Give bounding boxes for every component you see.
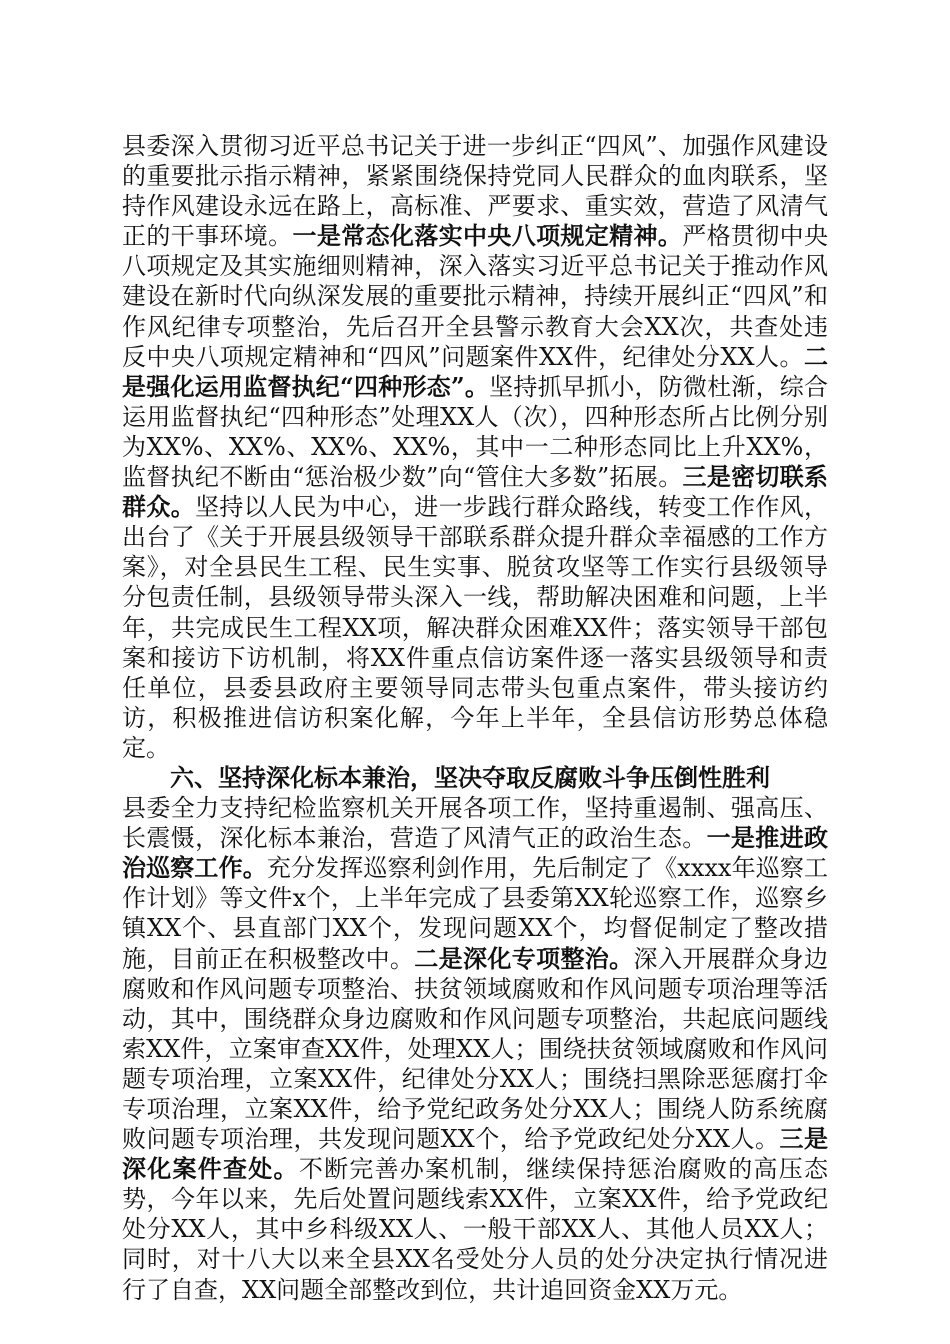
point-1-title: 一是常态化落实中央八项规定精神。	[292, 221, 683, 251]
point-2-body: 坚持抓早抓小，防微杜渐，综合运用监督执纪“四种形态”处理XX人（次），四种形态所占比例分别为XX%、XX%、XX%、XX%，其中一二种形态同比上升XX%，监督执纪不断由“惩治极少数”向“管住大多数”拓展。	[122, 372, 829, 492]
point-1-body: 严格贯彻中央八项规定及其实施细则精神，深入落实习近平总书记关于推动作风建设在新时代向纵深发展的重要批示精神，持续开展纠正“四风”和作风纪律专项整治，先后召开全县警示教育大会XX次，共查处违反中央八项规定精神和“四风”问题案件XX件，纪律处分XX人。	[122, 222, 829, 371]
section-6-heading: 六、坚持深化标本兼治，坚决夺取反腐败斗争压倒性胜利	[170, 762, 770, 792]
point-inspection-title: 一是推进政治巡察工作。	[122, 823, 829, 883]
paragraph-2-intro: 县委全力支持纪检监察机关开展各项工作，坚持重遏制、强高压、长震慑，深化标本兼治，营造了风清气正的政治生态。	[122, 794, 828, 853]
point-3-body: 坚持以人民为中心，进一步践行群众路线，转变工作作风，出台了《关于开展县级领导干部联系群众提升群众幸福感的工作方案》，对全县民生工程、民生实事、脱贫攻坚等工作实行县级领导分包责任制，县级领导带头深入一线，帮助解决困难和问题，上半年，共完成民生工程XX项，解决群众困难XX件；落实领导干部包案和接访下访机制，将XX件重点信访案件逐一落实县级领导和责任单位，县委县政府主要领导同志带头包重点案件，带头接访约访，积极推进信访积案化解，今年上半年，全县信访形势总体稳定。	[122, 493, 829, 762]
point-case-body: 不断完善办案机制，继续保持惩治腐败的高压态势，今年以来，先后处置问题线索XX件，立案XX件，给予党政纪处分XX人，其中乡科级XX人、一般干部XX人、其他人员XX人；同时，对十八大以来全县XX名受处分人员的处分决定执行情况进行了自查，XX问题全部整改到位，共计追回资金XX万元。	[122, 1155, 829, 1304]
paragraph-style-improvement	[122, 131, 828, 763]
point-2-title: 二是强化运用监督执纪“四种形态”。	[122, 341, 828, 401]
point-case-title: 三是深化案件查处。	[122, 1124, 829, 1184]
point-3-title: 三是密切联系群众。	[122, 462, 829, 522]
point-rectification-body: 深入开展群众身边腐败和作风问题专项整治、扶贫领域腐败和作风问题专项治理等活动，其中，围绕群众身边腐败和作风问题专项整治，共起底问题线索XX件，立案审查XX件，处理XX人；围绕扶贫领域腐败和作风问题专项治理，立案XX件，纪律处分XX人；围绕扫黑除恶惩腐打伞专项治理，立案XX件，给予党纪政务处分XX人；围绕人防系统腐败问题专项治理，共发现问题XX个，给予党政纪处分XX人。	[122, 944, 829, 1154]
point-inspection-body: 充分发挥巡察利剑作用，先后制定了《xxxx年巡察工作计划》等文件x个，上半年完成了县委第XX轮巡察工作，巡察乡镇XX个、县直部门XX个，发现问题XX个，均督促制定了整改措施，目前正在积极整改中。	[122, 854, 829, 973]
point-rectification-title: 二是深化专项整治。	[414, 943, 634, 973]
paragraph-anti-corruption	[122, 793, 828, 1305]
paragraph-1-intro: 县委深入贯彻习近平总书记关于进一步纠正“四风”、加强作风建设的重要批示指示精神，紧紧围绕保持党同人民群众的血肉联系，坚持作风建设永远在路上，高标准、严要求、重实效，营造了风清气正的干事环境。	[122, 132, 828, 251]
document-page	[122, 131, 828, 1305]
